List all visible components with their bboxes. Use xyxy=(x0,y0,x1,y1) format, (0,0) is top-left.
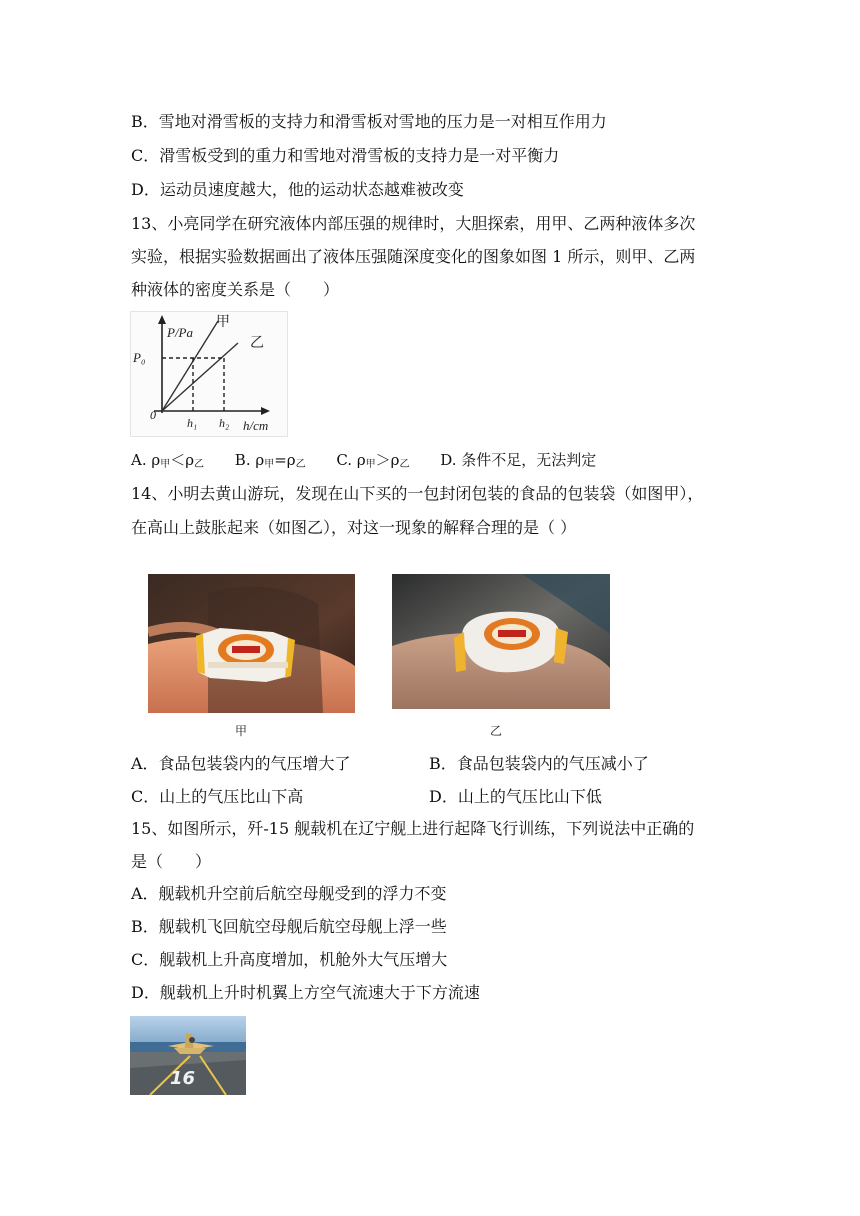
caption-yi: 乙 xyxy=(490,724,503,738)
q14-option-d: D．山上的气压比山下低 xyxy=(429,787,602,806)
photo-carrier-jet xyxy=(130,1016,246,1095)
q15-option-a: A．舰载机升空前后航空母舰受到的浮力不变 xyxy=(131,884,447,903)
q13-stem-line3: 种液体的密度关系是（ ） xyxy=(131,280,340,299)
q14-stem-line2: 在高山上鼓胀起来（如图乙），对这一现象的解释合理的是（ ） xyxy=(131,518,577,537)
q15-option-b: B．舰载机飞回航空母舰后航空母舰上浮一些 xyxy=(131,917,447,936)
q12-option-d: D．运动员速度越大，他的运动状态越难被改变 xyxy=(131,180,464,199)
origin-label: 0 xyxy=(150,408,156,422)
h2-label: h₂ xyxy=(219,416,230,430)
q12-option-c: C．滑雪板受到的重力和雪地对滑雪板的支持力是一对平衡力 xyxy=(131,146,560,165)
q14-option-c: C．山上的气压比山下高 xyxy=(131,787,304,806)
p0-label: P₀ xyxy=(133,350,146,365)
photo-bag-flat xyxy=(148,574,355,713)
q14-stem-line1: 14、小明去黄山游玩，发现在山下买的一包封闭包装的食品的包装袋（如图甲）， xyxy=(131,484,704,503)
q13-stem-line1: 13、小亮同学在研究液体内部压强的规律时，大胆探索，用甲、乙两种液体多次 xyxy=(131,214,696,233)
photo-bag-puffed xyxy=(392,574,610,709)
q14-option-a: A．食品包装袋内的气压增大了 xyxy=(131,754,351,773)
q15-stem-line1: 15、如图所示，歼-15 舰载机在辽宁舰上进行起降飞行训练，下列说法中正确的 xyxy=(131,819,695,838)
q13-options xyxy=(131,449,622,476)
q13-option-c: C. $\rho_甲>\rho_乙$ xyxy=(336,451,410,470)
q15-option-d: D．舰载机上升时机翼上方空气流速大于下方流速 xyxy=(131,983,480,1002)
q13-option-a: A. $\rho_甲<\rho_乙$ xyxy=(131,451,205,470)
caption-jia: 甲 xyxy=(235,724,248,738)
q12-option-b: B．雪地对滑雪板的支持力和滑雪板对雪地的压力是一对相互作用力 xyxy=(131,112,607,131)
q13-option-b: B. $\rho_甲=\rho_乙$ xyxy=(234,451,306,470)
y-axis-label: P/Pa xyxy=(167,325,193,340)
h1-label: h₁ xyxy=(187,416,198,430)
q13-option-d: D. 条件不足，无法判定 xyxy=(440,451,597,469)
line-yi-label: 乙 xyxy=(250,335,264,351)
q14-option-b: B．食品包装袋内的气压减小了 xyxy=(429,754,649,773)
line-jia-label: 甲 xyxy=(216,314,230,330)
q15-option-c: C．舰载机上升高度增加，机舱外大气压增大 xyxy=(131,950,448,969)
q15-stem-line2: 是（ ） xyxy=(131,852,212,871)
deck-number: 16 xyxy=(170,1068,196,1089)
q13-stem-line2: 实验，根据实验数据画出了液体压强随深度变化的图象如图 1 所示，则甲、乙两 xyxy=(131,247,696,266)
x-axis-label: h/cm xyxy=(243,418,269,433)
pressure-depth-graph xyxy=(130,311,288,437)
